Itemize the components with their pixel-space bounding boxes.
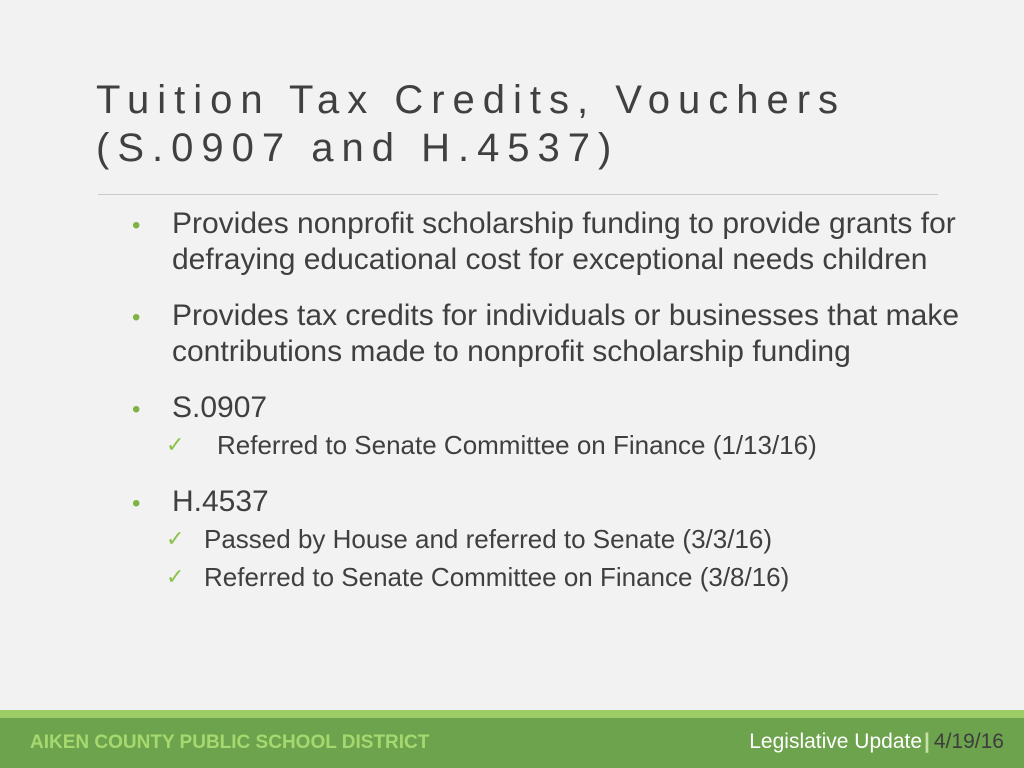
footer-date: 4/19/16: [933, 730, 1004, 753]
slide-title-line-1: Tuition Tax Credits, Vouchers: [96, 78, 847, 122]
slide-title-line-2: (S.0907 and H.4537): [96, 126, 620, 170]
footer-meta: [749, 726, 1004, 758]
bullet-text: Provides tax credits for individuals or businesses that make contributions made to nonprofit scholarship funding: [172, 299, 960, 368]
bullet-item: [128, 484, 988, 520]
footer-bar: [0, 718, 1024, 768]
sub-item-text: Passed by House and referred to Senate (3/3/16): [204, 524, 773, 554]
title-divider: [98, 194, 938, 195]
bullet-text: Provides nonprofit scholarship funding to provide grants for defraying educational cost for exceptional needs children: [172, 207, 956, 276]
checkmark-icon: ✓: [166, 526, 185, 551]
bullet-item: [128, 206, 988, 278]
sub-item-text: Referred to Senate Committee on Finance (1/13/16): [217, 430, 817, 460]
checkmark-icon: ✓: [166, 564, 185, 589]
footer-accent-line: [0, 710, 1024, 718]
sub-item: [128, 558, 988, 596]
round-bullet-icon: •: [132, 396, 141, 423]
bullet-item: [128, 298, 988, 370]
round-bullet-icon: •: [132, 212, 141, 239]
checkmark-icon: ✓: [166, 432, 185, 457]
footer-separator: |: [924, 730, 930, 753]
round-bullet-icon: •: [132, 490, 141, 517]
round-bullet-icon: •: [132, 304, 141, 331]
slide-body: [128, 206, 988, 596]
bullet-text: H.4537: [172, 485, 269, 518]
footer-organization: AIKEN COUNTY PUBLIC SCHOOL DISTRICT: [30, 732, 430, 753]
bullet-item: [128, 390, 988, 426]
slide-title: [96, 76, 976, 172]
footer-label: Legislative Update: [749, 730, 923, 753]
sub-item: [128, 426, 988, 464]
sub-item-text: Referred to Senate Committee on Finance (3/8/16): [204, 562, 790, 592]
bullet-text: S.0907: [172, 391, 268, 424]
sub-item: [128, 520, 988, 558]
